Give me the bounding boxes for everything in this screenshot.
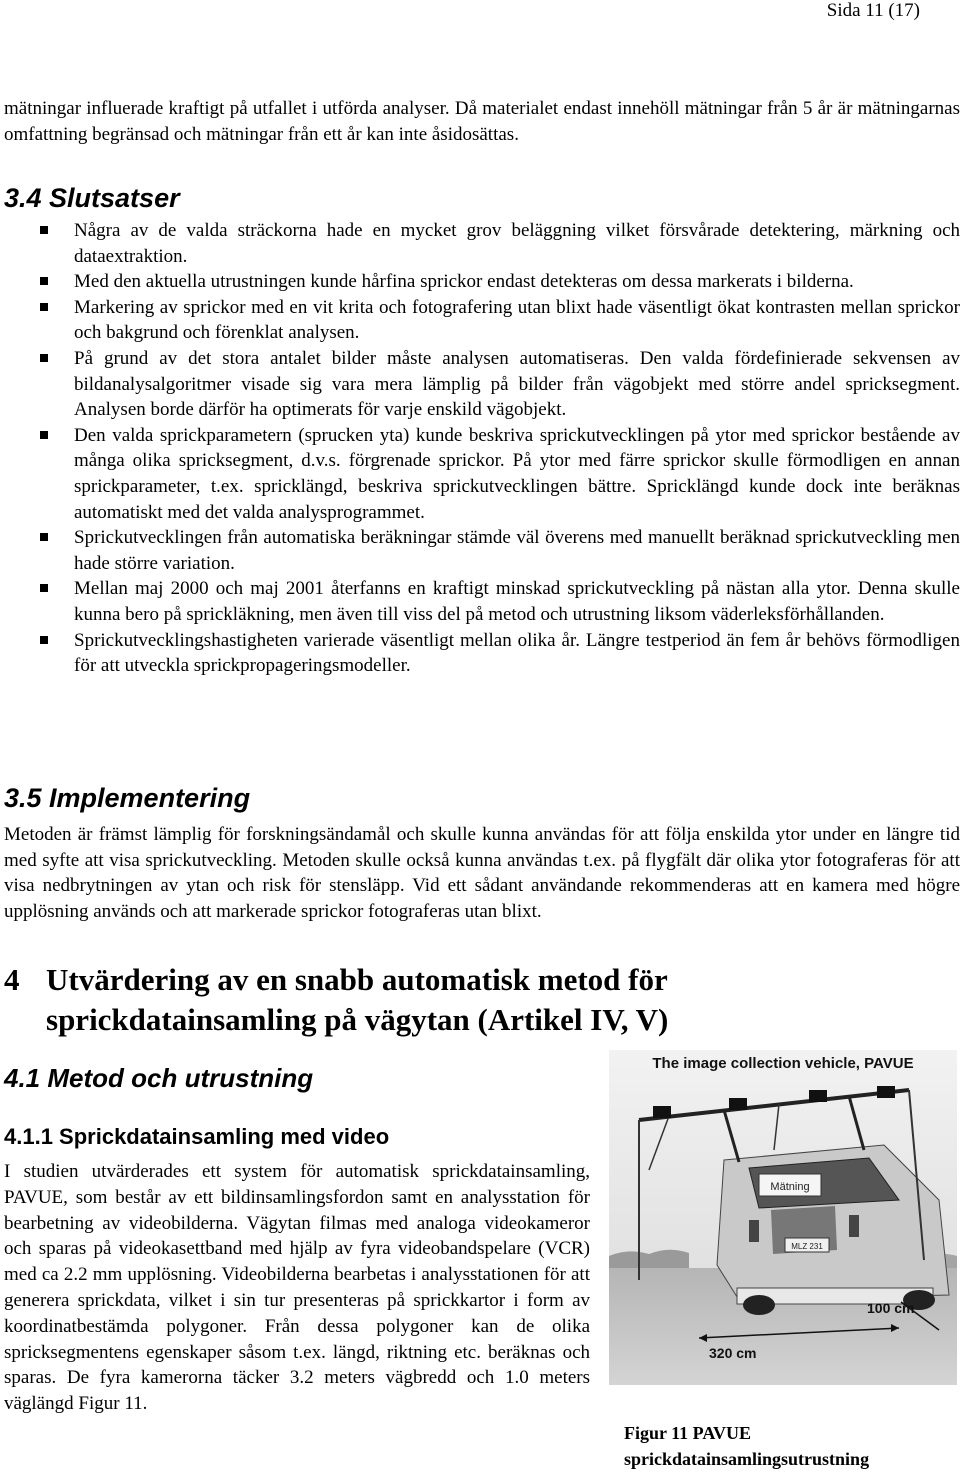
bullet-square-icon: [40, 354, 48, 362]
figure-caption-line1: Figur 11 PAVUE: [624, 1423, 752, 1443]
dimension-label-depth: 100 cm: [867, 1300, 915, 1316]
list-item: Några av de valda sträckorna hade en mycket grov beläggning vilket försvårade detektering, märkning och dataextraktion.: [0, 218, 960, 269]
bullet-square-icon: [40, 226, 48, 234]
license-plate-text: MLZ 231: [791, 1242, 823, 1251]
list-item: Sprickutvecklingen från automatiska beräkningar stämde väl överens med manuellt beräknad sprickutveckling men hade större variation.: [0, 525, 960, 576]
implementation-paragraph: Metoden är främst lämplig för forskningsändamål och skulle kunna användas för att följa enskilda ytor under en längre tid med syfte att visa sprickutveckling. Metoden skulle också kunna användas t.ex. på flygfält där olika ytor fotograferas för att visa nedbrytningen av ytan och risk för stensläpp. Vid ett sådant användande rekommenderas att en kamera med högre upplösning används och att markerade sprickor fotograferas utan blixt.: [4, 824, 960, 922]
photo-title: The image collection vehicle, PAVUE: [652, 1055, 914, 1072]
bullet-square-icon: [40, 584, 48, 592]
pavue-vehicle-photo: [609, 1050, 957, 1385]
section-heading-4-1: 4.1 Metod och utrustning: [4, 1063, 314, 1093]
bullet-square-icon: [40, 277, 48, 285]
chapter-title-line1: Utvärdering av en snabb automatisk metod för: [46, 962, 668, 997]
section-heading-3-5: 3.5 Implementering: [4, 783, 251, 813]
list-item: Sprickutvecklingshastigheten varierade väsentligt mellan olika år. Längre testperiod än fem år behövs förmodligen för att utveckla sprickpropageringsmodeller.: [0, 628, 960, 679]
bullet-square-icon: [40, 533, 48, 541]
vehicle-illustration: [609, 1050, 957, 1385]
list-item: Den valda sprickparametern (sprucken yta) kunde beskriva sprickutvecklingen på ytor med sprickor bestående av många olika spricksegment, d.v.s. förgrenade sprickor. På ytor med färre sprickor skulle förmodligen en annan sprickparameter, t.ex. spricklängd, beskriva sprickutvecklingen bättre. Spricklängd kunde dock inte beräknas automatiskt med det valda analysprogrammet.: [0, 423, 960, 525]
bullet-square-icon: [40, 636, 48, 644]
list-item: Markering av sprickor med en vit krita och fotografering utan blixt hade väsentligt ökat kontrasten mellan sprickor och bakgrund och förenklat analysen.: [0, 295, 960, 346]
list-item: Mellan maj 2000 och maj 2001 återfanns en kraftigt minskad sprickutveckling på nästan alla ytor. Denna skulle kunna bero på sprickläkning, men även till viss del på metod och utrustning liksom väderleksförhållanden.: [0, 576, 960, 627]
bullet-square-icon: [40, 431, 48, 439]
video-collection-paragraph: I studien utvärderades ett system för automatisk sprickdatainsamling, PAVUE, som består av ett bildinsamlingsfordon samt en analysstation för bearbetning av videobilderna. Vägytan filmas med analoga videokameror och sparas på videokasettband med hjälp av fyra videobandspelare (VCR) med ca 2.2 mm upplösning. Videobilderna bearbetas i analysstationen för att generera sprickdata, vilket i sin tur presenteras på sprickkartor i form av koordinatbestämda polygoner. Från dessa polygoner kan de olika spricksegmentens egenskaper såsom t.ex. längd, riktning etc. beräknas och sparas. De fyra kamerorna täcker 3.2 meters vägbredd och 1.0 meters väglängd Figur 11.: [4, 1161, 590, 1415]
intro-paragraph: mätningar influerade kraftigt på utfallet i utförda analyser. Då materialet endast innehöll mätningar från 5 år är mätningarnas omfattning begränsad och mätningar från ett år kan inte åsidosättas.: [4, 98, 960, 145]
chapter-title-line2: sprickdatainsamling på vägytan (Artikel IV, V): [46, 1002, 669, 1037]
chapter-heading-4: [4, 960, 960, 1040]
dimension-label-width: 320 cm: [709, 1345, 757, 1361]
figure-caption-line2: sprickdatainsamlingsutrustning: [624, 1449, 870, 1469]
chapter-number: 4: [4, 962, 20, 997]
list-item: På grund av det stora antalet bilder måste analysen automatiseras. Den valda fördefinierade sekvensen av bildanalysalgoritmer visade sig vara mera lämplig på bilder från vägobjekt med större andel spricksegment. Analysen borde därför ha optimerats för varje enskild vägobjekt.: [0, 346, 960, 423]
page-number: Sida 11 (17): [826, 0, 920, 21]
conclusions-list: [0, 218, 960, 679]
subsection-heading-4-1-1: 4.1.1 Sprickdatainsamling med video: [4, 1124, 390, 1149]
bullet-square-icon: [40, 303, 48, 311]
list-item: Med den aktuella utrustningen kunde hårfina sprickor endast detekteras om dessa markerats i bilderna.: [0, 269, 960, 295]
figure-caption: [624, 1420, 869, 1472]
vehicle-sign-text: Mätning: [770, 1181, 810, 1193]
section-heading-3-4: 3.4 Slutsatser: [4, 183, 180, 213]
